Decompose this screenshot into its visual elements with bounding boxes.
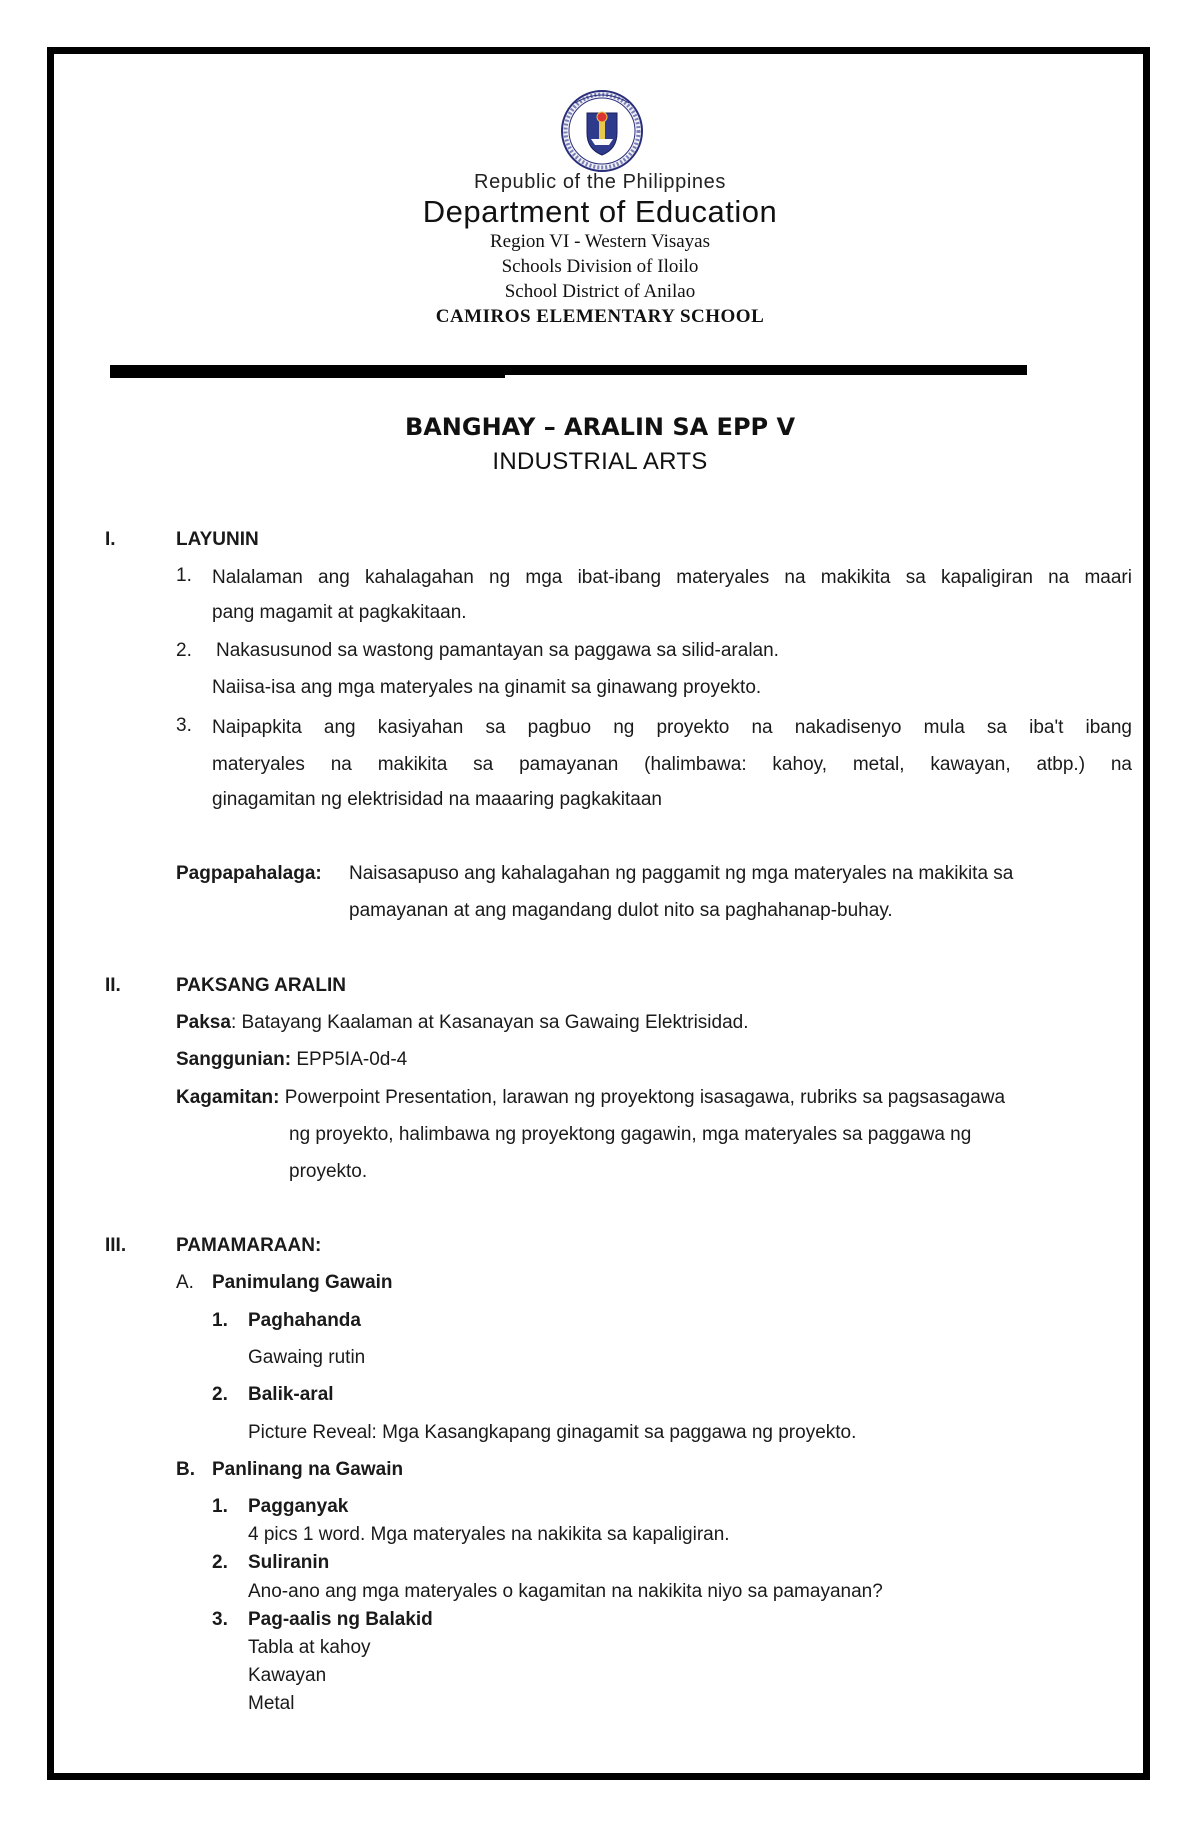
values-line-1: Naisasapuso ang kahalagahan ng paggamit ng mga materyales na makikita sa: [349, 863, 1014, 884]
document-title: BANGHAY – ARALIN SA EPP V: [404, 413, 796, 441]
step-b3-number: 3.: [212, 1609, 228, 1630]
kagamitan-label: Kagamitan:: [176, 1087, 280, 1108]
paksa-value: : Batayang Kaalaman at Kasanayan sa Gawaing Elektrisidad.: [230, 1012, 749, 1033]
step-b1-number: 1.: [212, 1496, 228, 1517]
step-b2-heading: Suliranin: [248, 1552, 330, 1573]
kagamitan-line-3: proyekto.: [289, 1161, 368, 1182]
values-line-2: pamayanan at ang magandang dulot nito sa paghahanap-buhay.: [349, 900, 893, 921]
header-divider: [110, 365, 1027, 375]
district-text: School District of Anilao: [504, 281, 696, 302]
step-b3-heading: Pag-aalis ng Balakid: [248, 1609, 433, 1630]
objective-2-line-1: Nakasusunod sa wastong pamantayan sa paggawa sa silid-aralan.: [216, 640, 779, 661]
kagamitan-row: [176, 1087, 1005, 1109]
step-b2-number: 2.: [212, 1552, 228, 1573]
section-3-heading: PAMAMARAAN:: [176, 1235, 322, 1256]
section-2-number: II.: [105, 975, 121, 996]
paksa-row: [176, 1012, 749, 1034]
section-3-number: III.: [105, 1235, 127, 1256]
step-a1-text: Gawaing rutin: [248, 1347, 366, 1368]
objective-3-number: 3.: [176, 715, 192, 736]
step-b1-text: 4 pics 1 word. Mga materyales na nakikita sa kapaligiran.: [248, 1524, 730, 1545]
objective-1-line-2: pang magamit at pagkakitaan.: [212, 602, 467, 623]
step-a1-heading: Paghahanda: [248, 1310, 361, 1331]
section-1-heading: LAYUNIN: [176, 529, 259, 550]
document-subtitle: INDUSTRIAL ARTS: [492, 448, 708, 475]
header-divider-shadow: [110, 375, 505, 378]
part-a-heading: Panimulang Gawain: [212, 1272, 393, 1293]
objective-3-line-2: materyales na makikita sa pamayanan (halimbawa: kahoy, metal, kawayan, atbp.) na: [212, 754, 1132, 775]
sanggunian-label: Sanggunian:: [176, 1049, 292, 1070]
objective-2-line-2: Naiisa-isa ang mga materyales na ginamit sa ginawang proyekto.: [212, 677, 762, 698]
objective-1-number: 1.: [176, 565, 192, 586]
kagamitan-line-2: ng proyekto, halimbawa ng proyektong gagawin, mga materyales sa paggawa ng: [289, 1124, 972, 1145]
region-text: Region VI - Western Visayas: [489, 231, 711, 252]
values-label: Pagpapahalaga:: [176, 863, 322, 884]
section-1-number: I.: [105, 529, 116, 550]
objective-1-line-1: Nalalaman ang kahalagahan ng mga ibat-ibang materyales na makikita sa kapaligiran na maari: [212, 567, 1132, 588]
step-a1-number: 1.: [212, 1310, 228, 1331]
part-a-letter: A.: [176, 1272, 194, 1293]
republic-text: Republic of the Philippines: [474, 171, 726, 193]
section-2-heading: PAKSANG ARALIN: [176, 975, 346, 996]
paksa-label: Paksa: [176, 1012, 231, 1033]
objective-3-line-3: ginagamitan ng elektrisidad na maaaring pagkakitaan: [212, 789, 662, 810]
list-item: Tabla at kahoy: [248, 1637, 371, 1658]
part-b-heading: Panlinang na Gawain: [212, 1459, 404, 1480]
department-name: Department of Education: [422, 194, 778, 229]
sanggunian-value: EPP5IA-0d-4: [296, 1049, 408, 1070]
objective-2-number: 2.: [176, 640, 192, 661]
school-name: CAMIROS ELEMENTARY SCHOOL: [435, 306, 765, 327]
step-a2-heading: Balik-aral: [248, 1384, 334, 1405]
part-b-letter: B.: [176, 1459, 195, 1480]
kagamitan-line-1: Powerpoint Presentation, larawan ng proyektong isasagawa, rubriks sa pagsasagawa: [284, 1087, 1006, 1108]
step-b2-text: Ano-ano ang mga materyales o kagamitan na nakikita niyo sa pamayanan?: [248, 1581, 883, 1602]
objective-3-line-1: Naipapkita ang kasiyahan sa pagbuo ng proyekto na nakadisenyo mula sa iba't ibang: [212, 717, 1132, 738]
list-item: Metal: [248, 1693, 295, 1714]
step-b1-heading: Pagganyak: [248, 1496, 349, 1517]
step-a2-number: 2.: [212, 1384, 228, 1405]
list-item: Kawayan: [248, 1665, 327, 1686]
step-a2-text: Picture Reveal: Mga Kasangkapang ginagamit sa paggawa ng proyekto.: [248, 1422, 857, 1443]
division-text: Schools Division of Iloilo: [501, 256, 699, 277]
sanggunian-row: [176, 1049, 407, 1071]
deped-seal-logo: [551, 89, 653, 173]
